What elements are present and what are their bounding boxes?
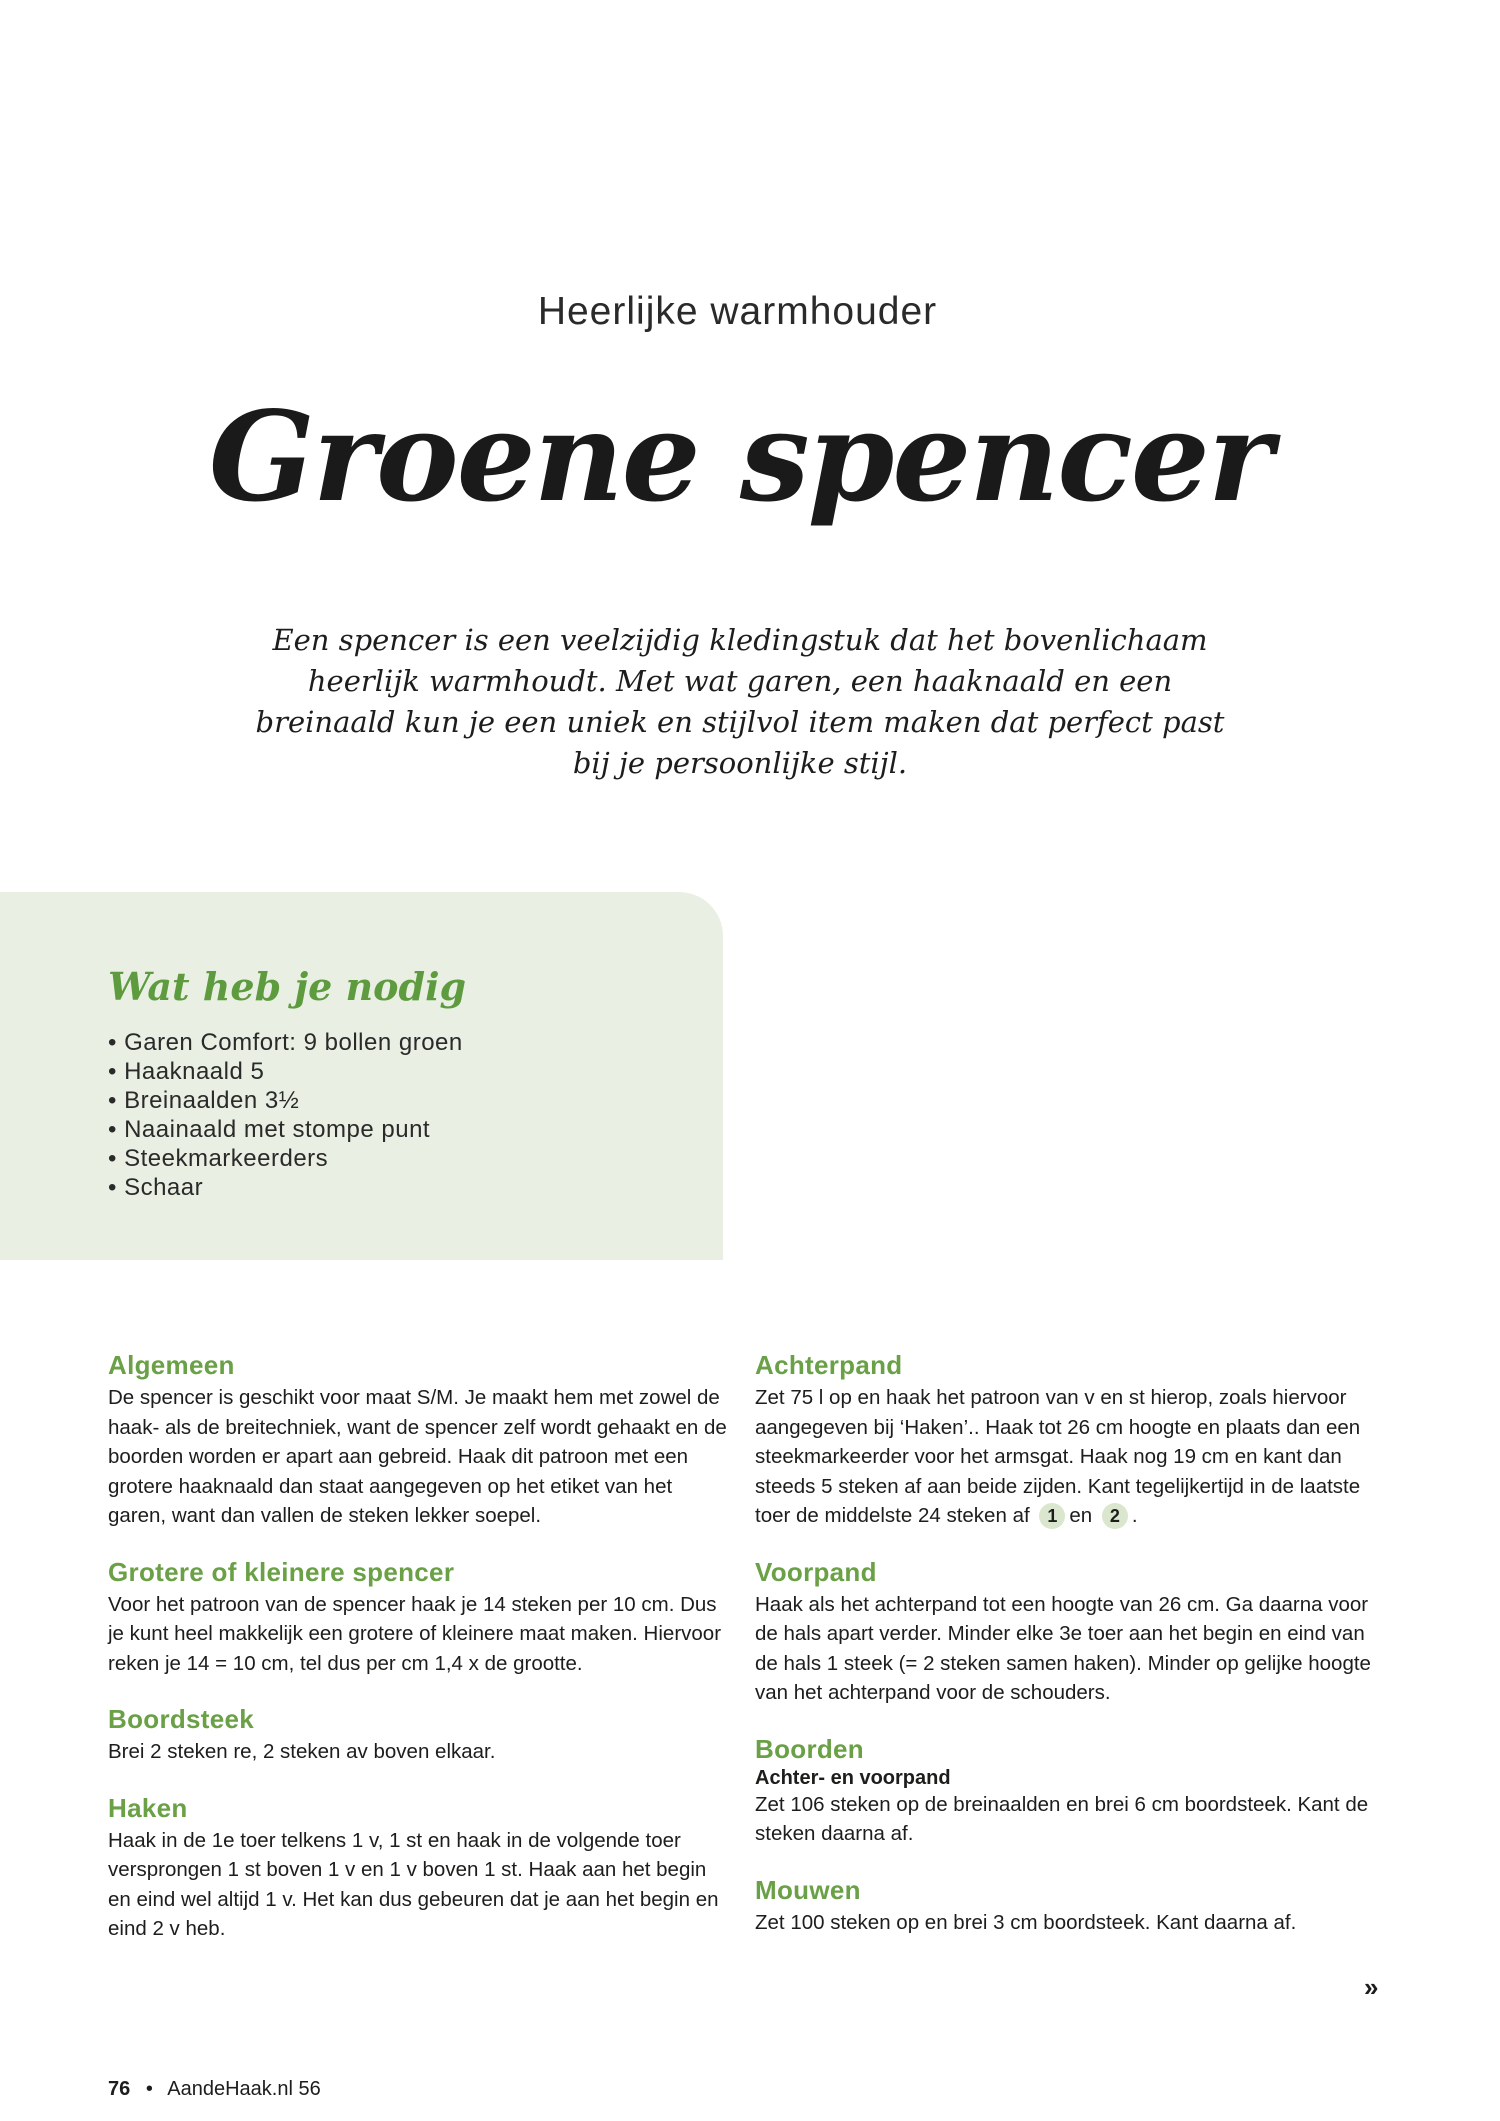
intro-text: Een spencer is een veelzijdig kledingstuk dat het bovenlichaam heerlijk warmhoudt. Met wat garen, een haaknaald en een breinaald kun je een uniek en stijlvol item maken dat perfect past bij je persoonlijke stijl. bbox=[255, 623, 1225, 780]
section-heading: Achterpand bbox=[755, 1350, 903, 1380]
section-text-end: af bbox=[1012, 1504, 1030, 1527]
list-item: • Breinaalden 3½ bbox=[108, 1086, 463, 1115]
section-text: Brei 2 steken re, 2 steken av boven elkaar. bbox=[108, 1740, 496, 1763]
section-achterpand bbox=[755, 1350, 1375, 1531]
section-text: Zet 100 steken op en brei 3 cm boordsteek. Kant daarna af. bbox=[755, 1910, 1297, 1934]
continue-arrow-icon: » bbox=[1364, 1972, 1379, 2002]
list-item: • Garen Comfort: 9 bollen groen bbox=[108, 1028, 463, 1057]
section-algemeen bbox=[108, 1350, 728, 1531]
section-heading: Boorden bbox=[755, 1733, 864, 1764]
list-item: • Haaknaald 5 bbox=[108, 1057, 463, 1086]
materials-title: Wat heb je nodig bbox=[108, 964, 467, 1009]
section-text: Haak als het achterpand tot een hoogte van 26 cm. Ga daarna voor de hals apart verder. Minder elke 3e toer aan het begin en eind van de hals 1 steek (= 2 steken samen haken). Minder op gelijke hoogte van het achterpand voor de schouders. bbox=[755, 1592, 1371, 1704]
section-subheading: Achter- en voorpand bbox=[755, 1766, 951, 1789]
section-text: Voor het patroon van de spencer haak je 14 steken per 10 cm. Dus je kunt heel makkelijk een grotere of kleinere maat maken. Hiervoor reken je 14 = 10 cm, tel dus per cm 1,4 x de grootte. bbox=[108, 1592, 722, 1675]
section-grootte bbox=[108, 1557, 728, 1679]
section-voorpand bbox=[755, 1557, 1375, 1708]
right-column bbox=[755, 1350, 1375, 1963]
materials-box bbox=[0, 892, 723, 1260]
section-heading: Mouwen bbox=[755, 1874, 861, 1905]
left-column bbox=[108, 1350, 728, 1970]
magazine-name: AandeHaak.nl 56 bbox=[167, 2078, 321, 2100]
page-number: 76 bbox=[108, 2078, 131, 2100]
section-heading: Algemeen bbox=[108, 1350, 235, 1380]
page-title: Groene spencer bbox=[208, 385, 1272, 530]
list-item: • Naainaald met stompe punt bbox=[108, 1115, 463, 1144]
materials-list bbox=[108, 1028, 463, 1202]
section-text: De spencer is geschikt voor maat S/M. Je maakt hem met zowel de haak- als de breitechniek, want de spencer zelf wordt gehaakt en de boorden worden er apart aan gebreid. Haak dit patroon met een grotere haaknaald dan staat aangegeven op het etiket van het garen, want dan vallen de steken lekker soepel. bbox=[108, 1386, 727, 1527]
section-text-body: Zet 75 l op en haak het patroon van v en st hierop, zoals hiervoor aangegeven bij ‘Haken’.. Haak tot 26 cm hoogte en plaats dan een steekmarkeerder voor het armsgat. Haak nog 19 cm en kant dan steeds 5 steken af aan beide zijden. Kant tegelijkertijd in de laatste toer de middelste 24 steken bbox=[755, 1386, 1361, 1527]
section-boorden bbox=[755, 1734, 1375, 1849]
footer-separator: • bbox=[145, 2078, 153, 2100]
part-number-badge: 1 bbox=[1039, 1503, 1065, 1529]
list-item: • Steekmarkeerders bbox=[108, 1144, 463, 1173]
list-item: • Schaar bbox=[108, 1173, 463, 1202]
section-text: Haak in de 1e toer telkens 1 v, 1 st en haak in de volgende toer versprongen 1 st boven 1 v en 1 v boven 1 st. Haak aan het begin en eind wel altijd 1 v. Het kan dus gebeuren dat je aan het begin en eind 2 v heb. bbox=[108, 1828, 719, 1940]
section-haken bbox=[108, 1793, 728, 1944]
section-text-suffix: . bbox=[1131, 1504, 1138, 1527]
section-text bbox=[755, 1383, 1375, 1531]
section-heading: Boordsteek bbox=[108, 1704, 255, 1734]
section-boordsteek bbox=[108, 1704, 728, 1767]
page-footer bbox=[108, 2078, 321, 2101]
section-text-mid: en bbox=[1069, 1504, 1093, 1527]
part-number-badge: 2 bbox=[1102, 1503, 1128, 1529]
section-text: Zet 106 steken op de breinaalden en brei 6 cm boordsteek. Kant de steken daarna af. bbox=[755, 1792, 1369, 1845]
section-heading: Voorpand bbox=[755, 1556, 877, 1587]
section-mouwen bbox=[755, 1875, 1375, 1938]
section-heading: Haken bbox=[108, 1792, 188, 1823]
page-subtitle: Heerlijke warmhouder bbox=[537, 290, 938, 333]
section-heading: Grotere of kleinere spencer bbox=[108, 1556, 455, 1587]
